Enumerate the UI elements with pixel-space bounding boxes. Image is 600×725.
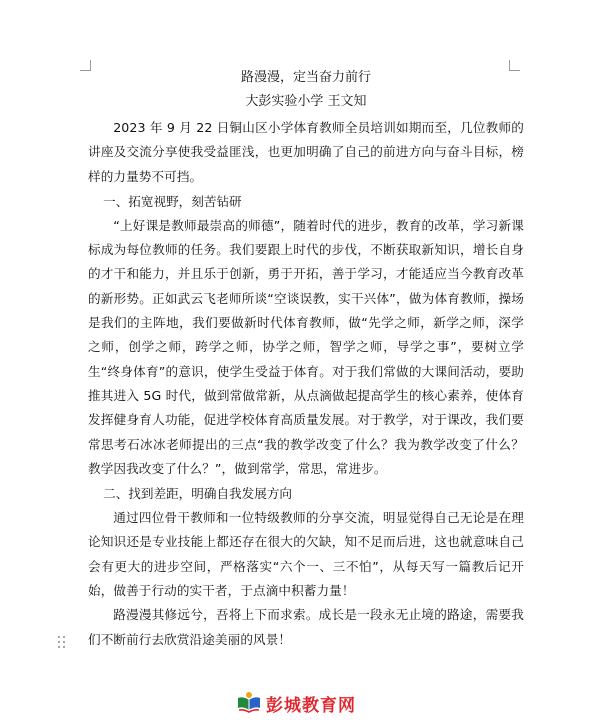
- site-logo: [236, 688, 356, 718]
- drag-handle-icon[interactable]: [57, 635, 67, 651]
- paragraph-section-1: “上好课是教师最崇高的师德”，随着时代的进步，教育的改革，学习新课标成为每位教师的任务。我们要跟上时代的步伐，不断获取新知识，增长自身的才干和能力，并且乐于创新，勇于开拓，善于学习，才能适应当今教育改革的新形势。正如武云飞老师所谈“空谈误教，实干兴体”，做为体育教师，操场是我们的主阵地，我们要做新时代体育教师，做“先学之师，新学之师，深学之师，创学之师，跨学之师，协学之师，智学之师，导学之事”，要树立学生“终身体育”的意识，使学生受益于体育。对于我们常做的大课间活动，要助推其进入 5G 时代，做到常做常新，从点滴做起提高学生的核心素养，使体育发挥健身育人功能，促进学校体育高质量发展。对于教学，对于课改，我们要常思考石冰冰老师提出的三点“我的教学改变了什么？我为教学改变了什么？教学因我改变了什么？”，做到常学，常思，常进步。: [88, 217, 524, 476]
- document-title: 路漫漫，定当奋力前行: [240, 70, 371, 85]
- paragraph-section-2: 通过四位骨干教师和一位特级教师的分享交流，明显觉得自己无论是在理论知识还是专业技能上都还存在很大的欠缺，知不足而后进，这也就意味自己会有更大的进步空间，严格落实“六个一、三不怕”，从每天写一篇教后记开始，做善于行动的实干者，于点滴中积蓄力量！: [88, 510, 524, 599]
- document-body[interactable]: [88, 66, 524, 652]
- paragraph-conclusion: 路漫漫其修远兮，吾将上下而求索。成长是一段永无止境的路途，需要我们不断前行去欣赏沿途美丽的风景！: [88, 607, 524, 647]
- site-logo-text: 彭城教育网: [266, 695, 356, 715]
- section-heading-1: 一、拓宽视野，刻苦钻研: [103, 193, 242, 209]
- book-icon: [236, 690, 262, 716]
- document-byline: 大彭实验小学 王文知: [245, 94, 367, 109]
- section-heading-2: 二、找到差距，明确自我发展方向: [103, 486, 293, 502]
- paragraph-intro: 2023 年 9 月 22 日铜山区小学体育教师全员培训如期而至，几位教师的讲座及交流分享使我受益匪浅，也更加明确了自己的前进方向与奋斗目标，榜样的力量势不可挡。: [88, 120, 524, 184]
